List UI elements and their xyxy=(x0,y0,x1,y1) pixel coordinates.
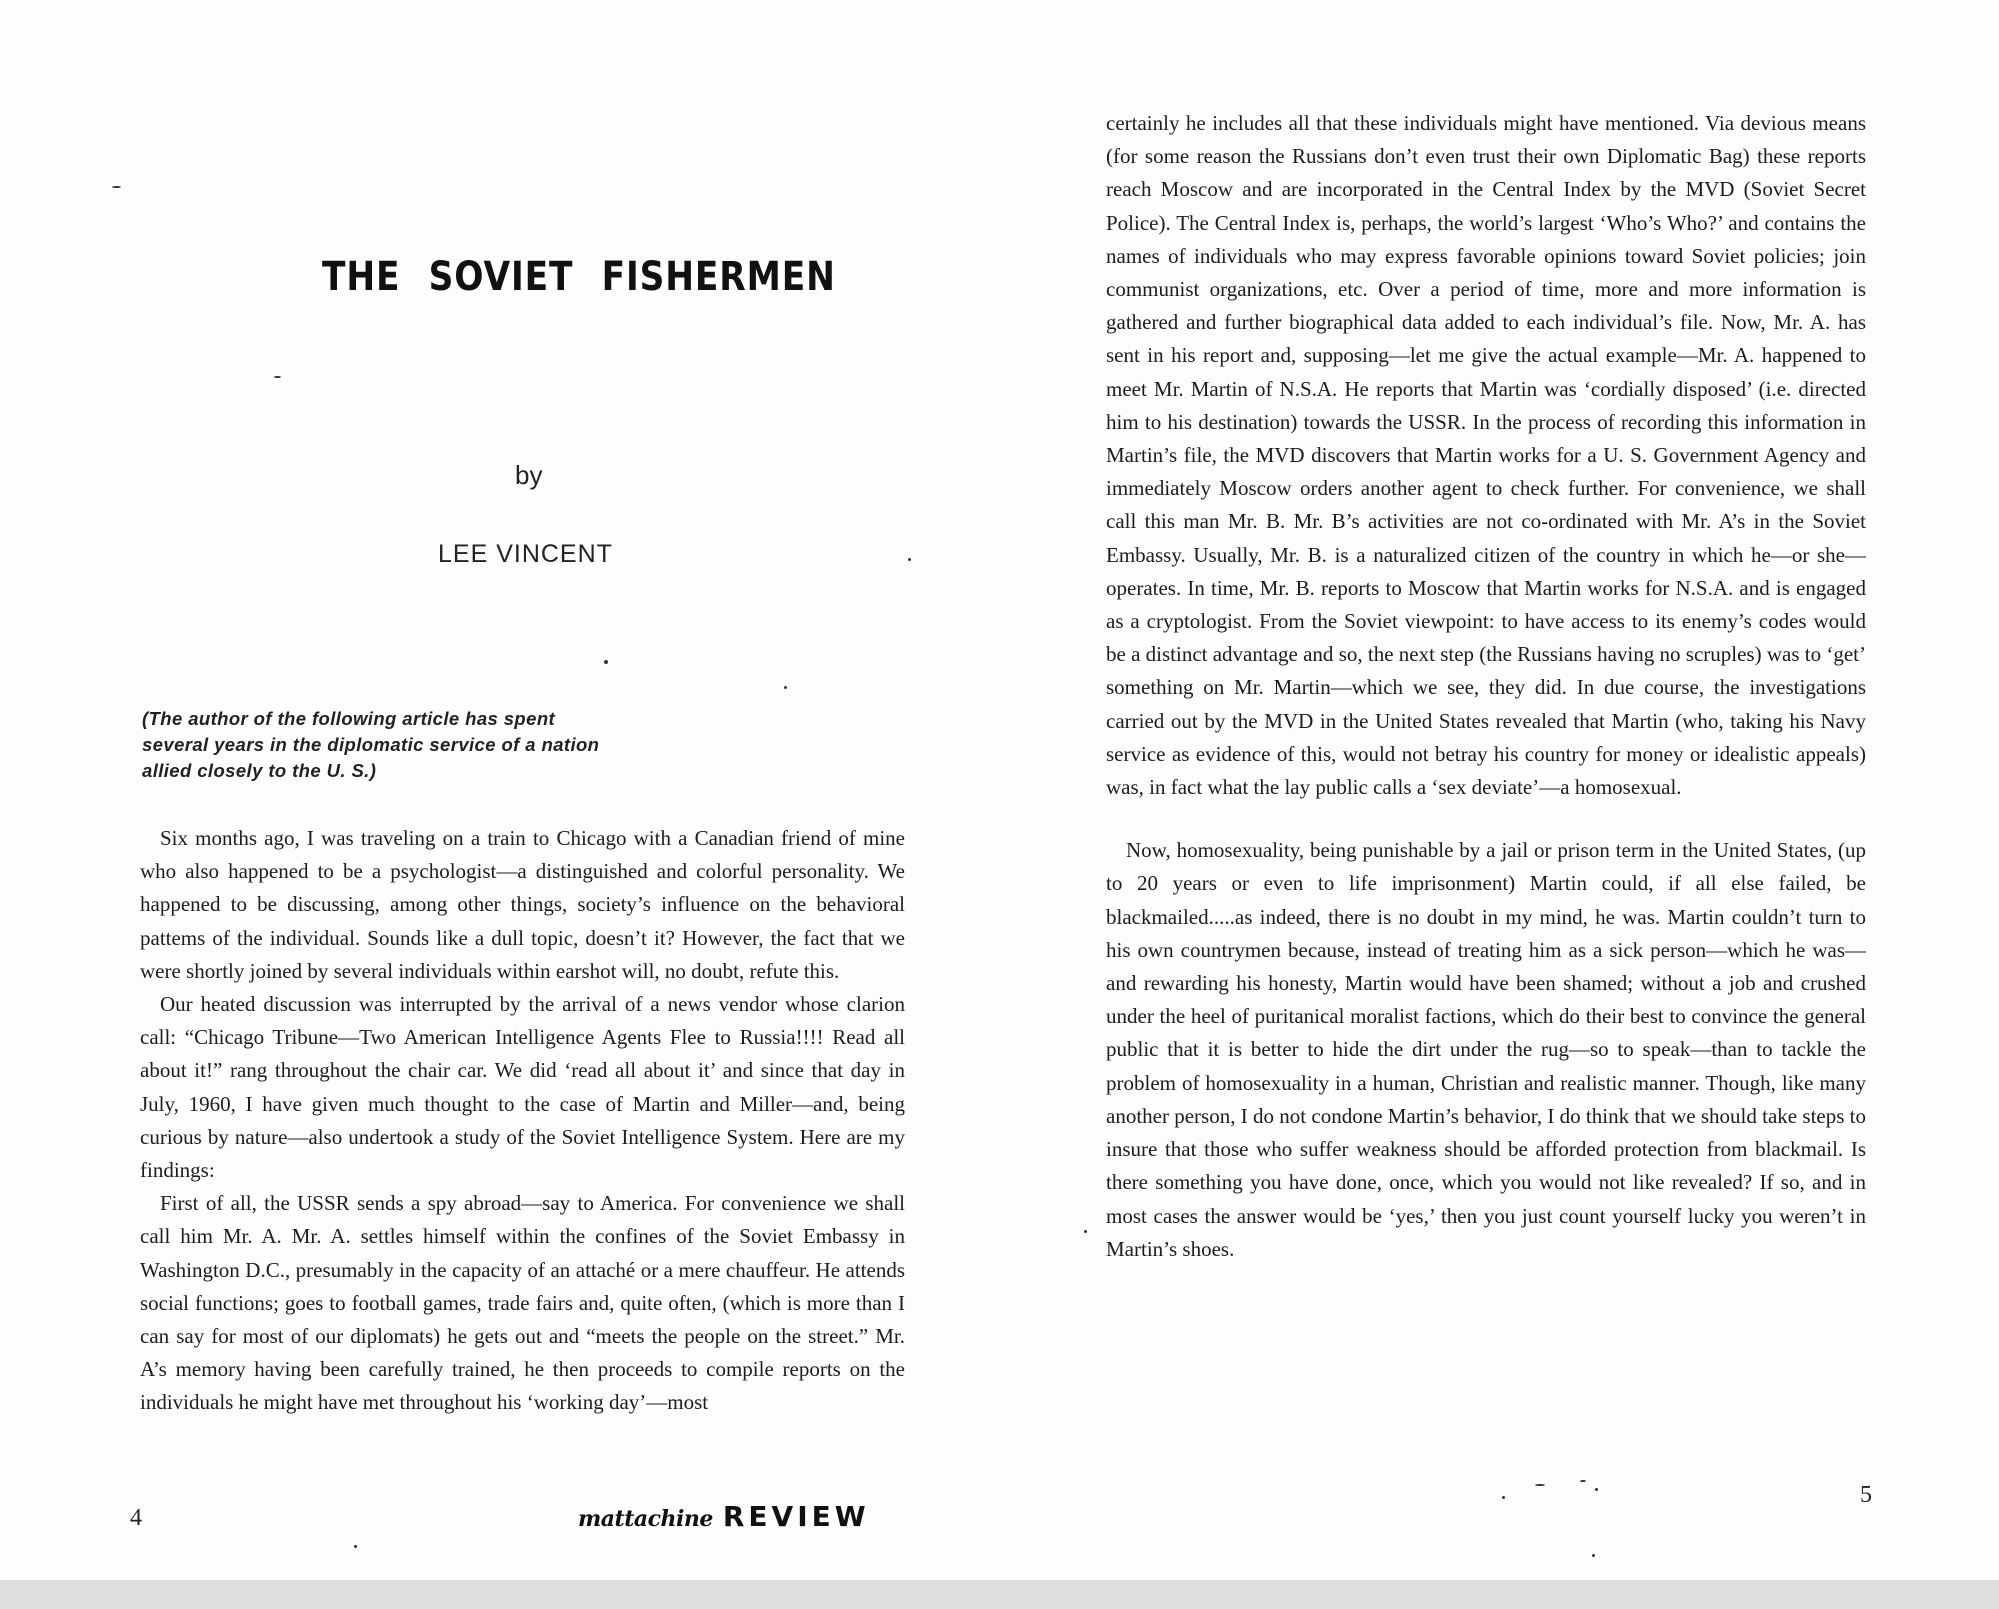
left-page xyxy=(0,0,960,1580)
paragraph: Six months ago, I was traveling on a train to Chicago with a Canadian friend of mine who also happened to be a psychologist—a distinguished and colorful personality. We happened to be discussing, among other things, society’s influence on the behavioral pattems of the individual. Sounds like a dull topic, doesn’t it? However, the fact that we were shortly joined by several individuals within earshot will, no doubt, refute this. xyxy=(140,826,905,983)
magazine-name-script: mattachine xyxy=(578,1506,713,1532)
scan-speck xyxy=(1535,1484,1545,1486)
scan-speck xyxy=(604,660,608,664)
paragraph: Now, homosexuality, being punishable by a jail or prison term in the United States, (up to 20 years or even to life imprisonment) Martin could, if all else failed, be blackmailed.....as indeed, there is no doubt in my mind, he was. Martin couldn’t turn to his own countrymen because, instead of treating him as a sick person—which he was—and rewarding his honesty, Martin would have been shamed; without a job and crushed under the heel of puritanical moralist factions, which do their best to convince the general public that it is better to hide the dirt under the rug—so to speak—than to tackle the problem of homosexuality in a human, Christian and realistic manner. Though, like many another person, I do not condone Martin’s behavior, I do think that we should take steps to insure that those who suffer weakness should be afforded protection from blackmail. Is there something you have done, once, which you would not like revealed? If so, and in most cases the answer would be ‘yes,’ then you just count yourself lucky you weren’t in Martin’s shoes. xyxy=(1106,838,1866,1261)
scan-speck xyxy=(1595,1488,1598,1491)
scan-speck xyxy=(274,376,281,378)
paragraph: certainly he includes all that these individuals might have mentioned. Via devious means (for some reason the Russians don’t even trust their own Diplomatic Bag) these reports reach Moscow and are incorporated in the Central Index by the MVD (Soviet Secret Police). The Central Index is, perhaps, the world’s largest ‘Who’s Who?’ and contains the names of individuals who may express favorable opinions toward Soviet policies; join communist organizations, etc. Over a period of time, more and more information is gathered and further biographical data added to each individual’s file. Now, Mr. A. has sent in his report and, supposing—let me give the actual example—Mr. A. happened to meet Mr. Martin of N.S.A. He reports that Martin was ‘cordially disposed’ (i.e. directed him to his destination) towards the USSR. In the process of recording this information in Martin’s file, the MVD discovers that Martin works for a U. S. Government Agency and immediately Moscow orders another agent to check further. For convenience, we shall call this man Mr. B. Mr. B’s activities are not co-ordinated with Mr. A’s in the Soviet Embassy. Usually, Mr. B. is a naturalized citizen of the country in which he—or she—operates. In time, Mr. B. reports to Moscow that Martin works for N.S.A. and is engaged as a cryptologist. From the Soviet viewpoint: to have access to its enemy’s codes would be a distinct advantage and so, the next step (the Russians having no scruples) was to ‘get’ something on Mr. Martin—which we see, they did. In due course, the investigations carried out by the MVD in the United States revealed that Martin (who, taking his Navy service as evidence of this, would not betray his country for money or idealistic appeals) was, in fact what the lay public calls a ‘sex deviate’—a homosexual. xyxy=(1106,111,1866,800)
paragraph: Our heated discussion was interrupted by the arrival of a news vendor whose clarion call: “Chicago Tribune—Two American Intelligence Agents Flee to Russia!!!! Read all about it!” rang throughout the chair car. We did ‘read all about it’ and since that day in July, 1960, I have given much thought to the case of Martin and Miller—and, being curious by nature—also undertook a study of the Soviet Intelligence System. Here are my findings: xyxy=(140,992,905,1183)
author-name: LEE VINCENT xyxy=(438,540,613,568)
page-number: 5 xyxy=(1860,1482,1872,1508)
scan-speck xyxy=(1592,1554,1595,1557)
byline: by xyxy=(515,460,543,490)
left-body-text xyxy=(140,822,905,1420)
scan-speck xyxy=(354,1545,357,1548)
paragraph: First of all, the USSR sends a spy abroad—say to America. For convenience we shall call him Mr. A. Mr. A. settles himself within the confines of the Soviet Embassy in Washington D.C., presumably in the capacity of an attaché or a mere chauffeur. He attends social functions; goes to football games, trade fairs and, quite often, (which is more than I can say for most of our diplomats) he gets out and “meets the people on the street.” Mr. A’s memory having been carefully trained, he then proceeds to compile reports on the individuals he might have met throughout his ‘working day’—most xyxy=(140,1191,905,1415)
scan-speck xyxy=(1580,1480,1586,1482)
scan-speck xyxy=(112,186,121,188)
article-title: THE SOVIET FISHERMEN xyxy=(322,254,836,300)
right-body-text xyxy=(1106,107,1866,1266)
scan-speck xyxy=(908,558,911,561)
scan-speck xyxy=(1084,1230,1087,1233)
magazine-name-bold: REVIEW xyxy=(722,1500,870,1533)
scan-speck xyxy=(784,686,787,689)
right-page xyxy=(1000,0,1999,1580)
scan-speck xyxy=(1502,1496,1505,1499)
scan-bottom-strip xyxy=(0,1580,1999,1609)
editor-note: (The author of the following article has spent several years in the diplomatic service of a nation allied closely to the U. S.) xyxy=(142,708,600,781)
page-number: 4 xyxy=(130,1505,142,1531)
magazine-footer xyxy=(578,1500,870,1533)
